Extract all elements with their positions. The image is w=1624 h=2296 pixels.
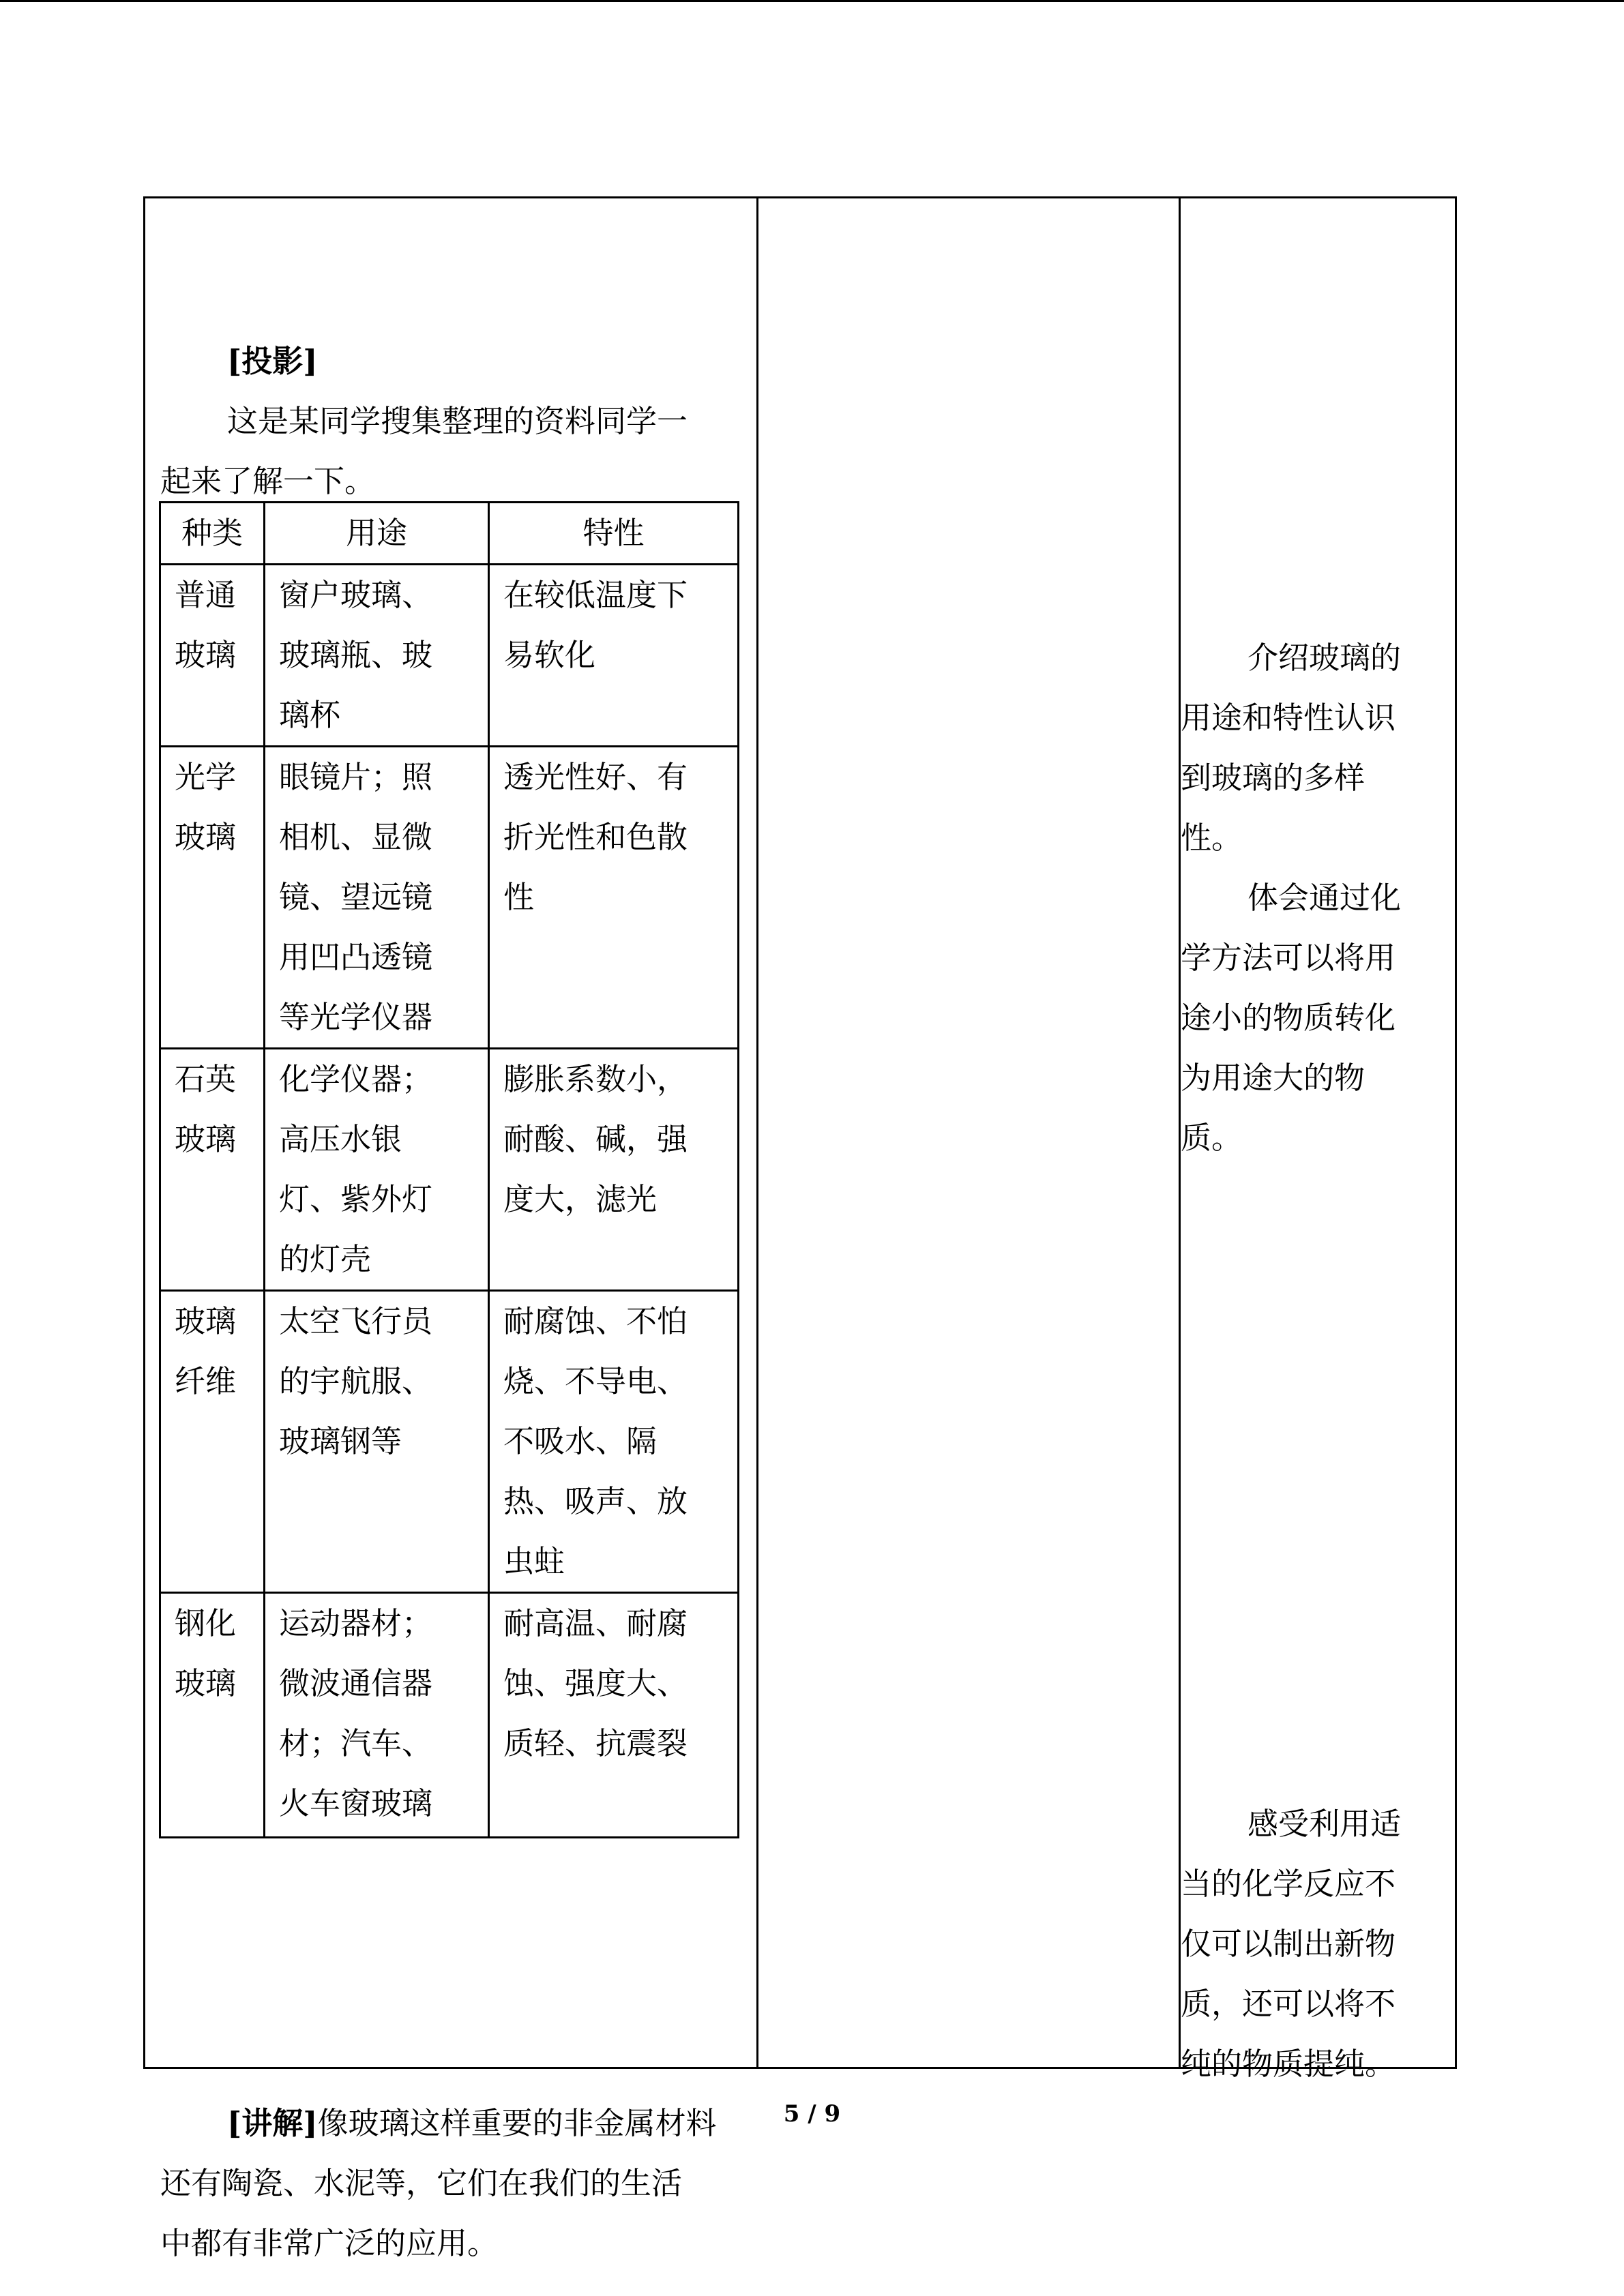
cell-property: 耐腐蚀、不怕 烧、不导电、 不吸水、隔 热、吸声、放 虫蛀 bbox=[489, 1291, 739, 1593]
table-row bbox=[160, 1049, 739, 1291]
column-divider-1 bbox=[756, 198, 758, 2067]
explain-label: [讲解] bbox=[227, 2105, 318, 2141]
cell-property: 膨胀系数小， 耐酸、碱，强 度大，滤光 bbox=[489, 1049, 739, 1291]
header-property: 特性 bbox=[489, 503, 739, 565]
cell-kind: 普通 玻璃 bbox=[160, 565, 265, 747]
note-1-line-2: 用途和特性认识 bbox=[1181, 700, 1396, 736]
note-3-line-5: 纯的物质提纯。 bbox=[1181, 2046, 1396, 2082]
cell-use: 化学仪器； 高压水银 灯、紫外灯 的灯壳 bbox=[265, 1049, 489, 1291]
cell-use: 运动器材； 微波通信器 材；汽车、 火车窗玻璃 bbox=[265, 1593, 489, 1838]
projection-label: [投影] bbox=[227, 343, 318, 379]
table-row bbox=[160, 1291, 739, 1593]
note-3-line-3: 仅可以制出新物 bbox=[1181, 1926, 1396, 1962]
note-3-line-4: 质，还可以将不 bbox=[1181, 1986, 1396, 2022]
note-2-line-3: 途小的物质转化 bbox=[1181, 1000, 1396, 1036]
cell-kind: 石英 玻璃 bbox=[160, 1049, 265, 1291]
table-row bbox=[160, 747, 739, 1049]
cell-property: 耐高温、耐腐 蚀、强度大、 质轻、抗震裂 bbox=[489, 1593, 739, 1838]
cell-kind: 玻璃 纤维 bbox=[160, 1291, 265, 1593]
note-2-line-2: 学方法可以将用 bbox=[1181, 940, 1396, 976]
intro-line-1: 这是某同学搜集整理的资料同学一 bbox=[227, 403, 688, 439]
cell-use: 窗户玻璃、 玻璃瓶、玻 璃杯 bbox=[265, 565, 489, 747]
design-intent-column bbox=[1181, 198, 1455, 2082]
teacher-activity-column bbox=[145, 198, 756, 2261]
cell-kind: 光学 玻璃 bbox=[160, 747, 265, 1049]
note-2-line-4: 为用途大的物 bbox=[1181, 1060, 1365, 1096]
cell-use: 太空飞行员 的宇航服、 玻璃钢等 bbox=[265, 1291, 489, 1593]
cell-use: 眼镜片；照 相机、显微 镜、望远镜 用凹凸透镜 等光学仪器 bbox=[265, 747, 489, 1049]
note-2-line-5: 质。 bbox=[1181, 1120, 1243, 1156]
table-row bbox=[160, 1593, 739, 1838]
cell-property: 在较低温度下 易软化 bbox=[489, 565, 739, 747]
page-number: 5 / 9 bbox=[783, 2100, 841, 2128]
cell-property: 透光性好、有 折光性和色散 性 bbox=[489, 747, 739, 1049]
note-1-line-4: 性。 bbox=[1181, 820, 1243, 856]
intro-line-2: 起来了解一下。 bbox=[160, 463, 376, 499]
explain-text-1: 像玻璃这样重要的非金属材料 bbox=[317, 2105, 717, 2141]
header-use: 用途 bbox=[265, 503, 489, 565]
explain-line-2: 还有陶瓷、水泥等，它们在我们的生活 bbox=[160, 2165, 683, 2201]
note-2-line-1: 体会通过化 bbox=[1247, 880, 1402, 916]
explain-line-3: 中都有非常广泛的应用。 bbox=[160, 2225, 499, 2261]
page-top-border bbox=[0, 0, 1624, 2]
note-1-line-3: 到玻璃的多样 bbox=[1181, 760, 1365, 796]
cell-kind: 钢化 玻璃 bbox=[160, 1593, 265, 1838]
note-3-line-1: 感受利用适 bbox=[1247, 1806, 1402, 1842]
table-row bbox=[160, 565, 739, 747]
table-header-row bbox=[160, 503, 739, 565]
glass-types-table bbox=[159, 501, 739, 1838]
header-kind: 种类 bbox=[160, 503, 265, 565]
note-1-line-1: 介绍玻璃的 bbox=[1247, 640, 1402, 676]
note-3-line-2: 当的化学反应不 bbox=[1181, 1866, 1396, 1902]
